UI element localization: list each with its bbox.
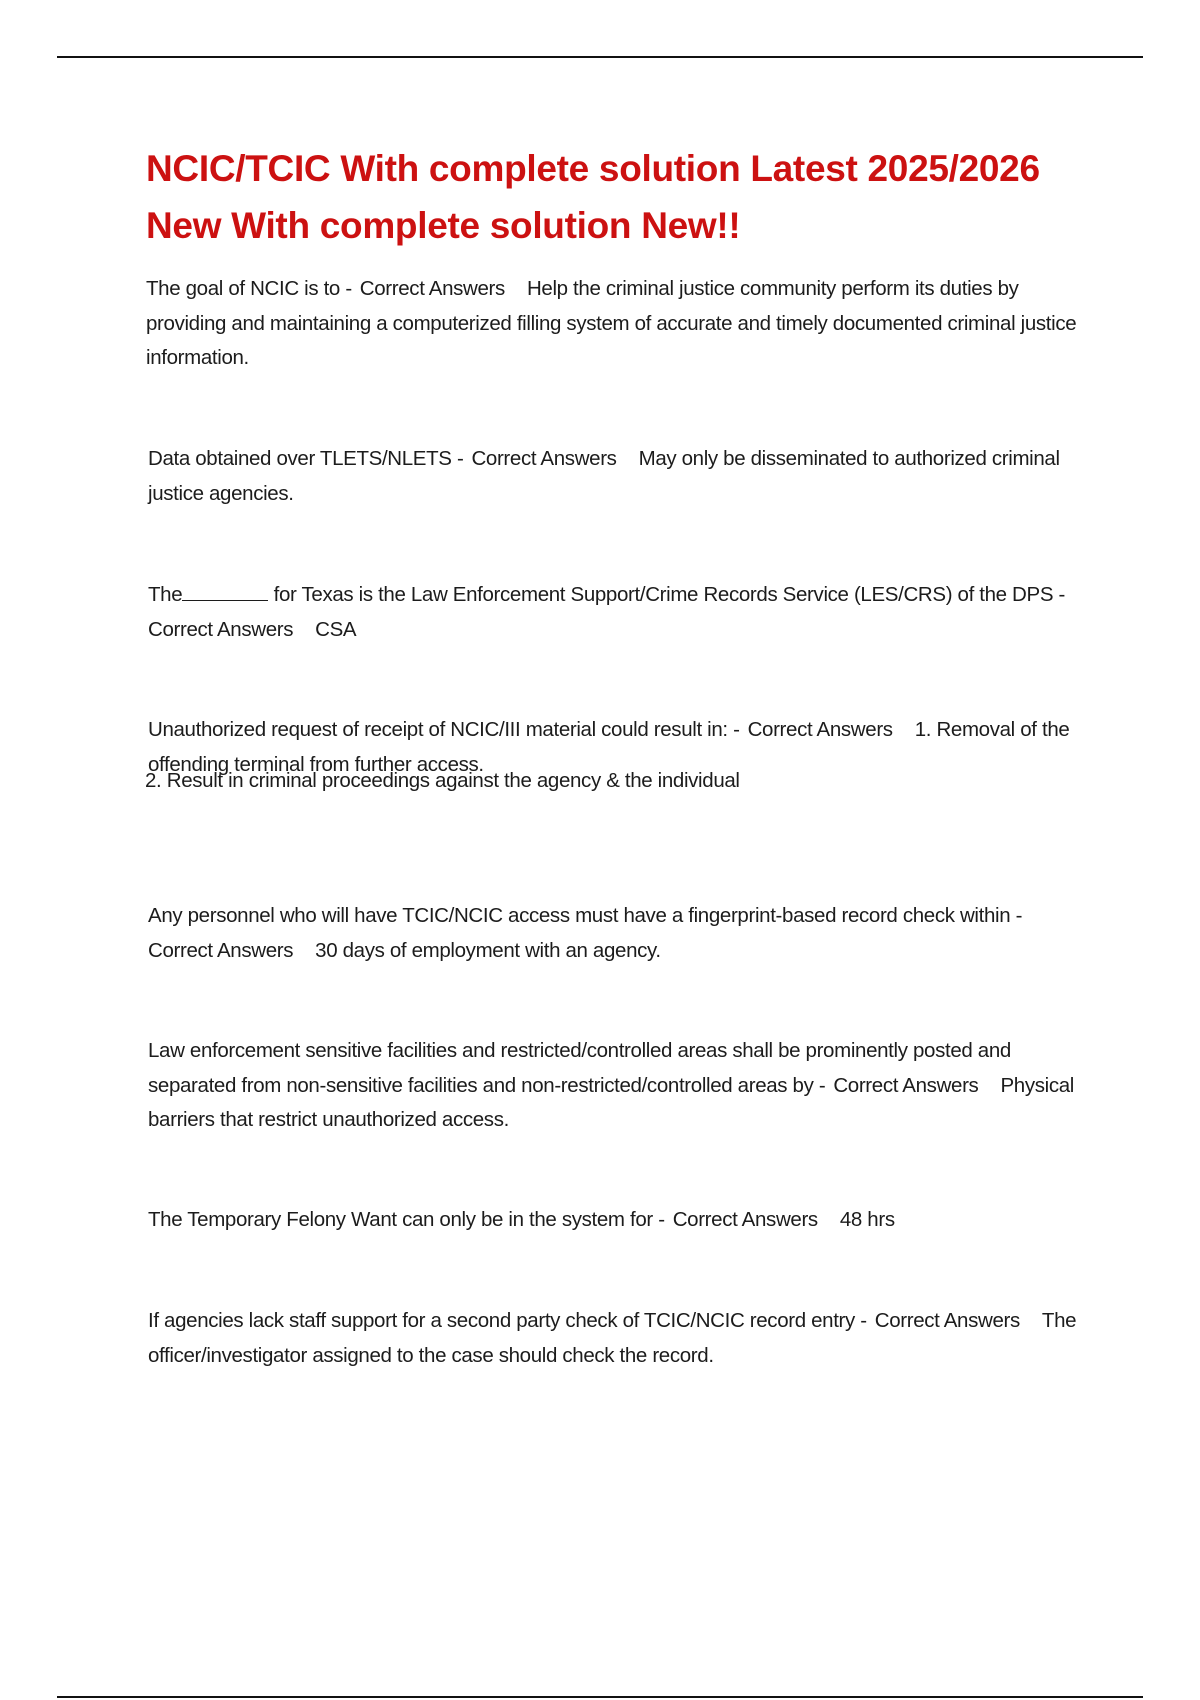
answer-text: 30 days of employment with an agency. (315, 938, 661, 962)
answer-label: Correct Answers (471, 447, 617, 470)
qa-item (148, 1304, 1083, 1373)
answer-text: Physical barriers that restrict unauthorized access. (148, 1073, 1075, 1131)
question-text: The goal of NCIC is to - (146, 277, 352, 300)
footer-rule (57, 1696, 1143, 1698)
answer-label: Correct Answers (148, 938, 294, 962)
answer-text: 48 hrs (839, 1208, 895, 1231)
answer-label: Correct Answers (747, 718, 893, 741)
qa-item (148, 899, 1093, 968)
question-text: The Temporary Felony Want can only be in the system for - (148, 1208, 665, 1231)
answer-label: Correct Answers (833, 1073, 979, 1097)
answer-text: The officer/investigator assigned to the case should check the record. (148, 1309, 1077, 1367)
question-text: Any personnel who will have TCIC/NCIC access must have a fingerprint-based record check within - (148, 904, 1023, 927)
answer-text: Help the criminal justice community perform its duties by providing and maintaining a computerized filling system of accurate and timely documented criminal justice information. (146, 277, 1077, 369)
answer-continuation: 2. Result in criminal proceedings against the agency & the individual (145, 769, 740, 792)
question-text: Unauthorized request of receipt of NCIC/III material could result in: - (148, 718, 740, 741)
fill-in-blank (182, 599, 268, 601)
question-text: If agencies lack staff support for a second party check of TCIC/NCIC record entry - (148, 1309, 867, 1332)
answer-text: May only be disseminated to authorized criminal justice agencies. (148, 447, 1060, 505)
question-text: The (148, 583, 183, 606)
document-title: NCIC/TCIC With complete solution Latest 2025/2026 New With complete solution New!! (146, 148, 1040, 246)
qa-item (148, 578, 1083, 647)
qa-item (148, 442, 1083, 511)
answer-label: Correct Answers (874, 1309, 1020, 1332)
answer-label: Correct Answers (359, 277, 505, 300)
question-text: for Texas is the Law Enforcement Support/Crime Records Service (LES/CRS) of the DPS - (273, 583, 1065, 606)
answer-text: 1. Removal of the offending terminal from further access. (148, 718, 1070, 776)
question-text: Data obtained over TLETS/NLETS - (148, 447, 464, 470)
header-rule (57, 56, 1143, 58)
answer-text: CSA (315, 617, 357, 641)
qa-item (148, 1203, 1083, 1238)
question-text: Law enforcement sensitive facilities and restricted/controlled areas shall be prominently posted and separated from non-sensitive facilities and non-restricted/controlled areas by - (148, 1039, 1011, 1097)
answer-label: Correct Answers (672, 1208, 818, 1231)
qa-item (148, 1034, 1083, 1138)
answer-label: Correct Answers (148, 617, 294, 641)
qa-item (146, 272, 1081, 376)
